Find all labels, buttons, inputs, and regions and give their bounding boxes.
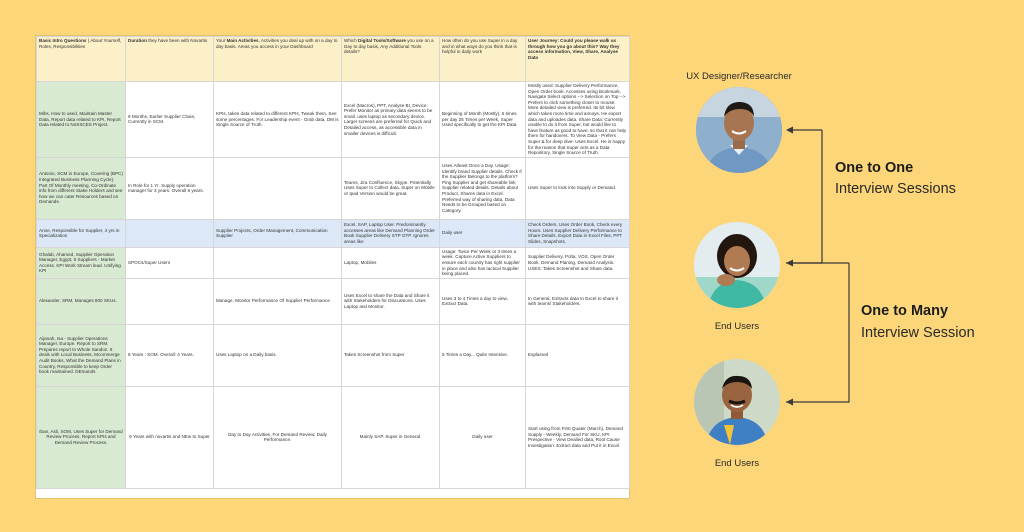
table-cell: Ghalab, Ahamed, Supplier Operation Manager, Egypt, 5 Suppliers - Market Access. KPI Work Stream lead. Unifying KPI [37,247,126,278]
table-cell: Beginning of Month (Mostly), 5 times per day 25 Times per Week, Super Used specifically to get the KPI Data [440,82,526,158]
table-cell: Uses Excel to share the Data and Share it with Stakeholders for Discussions. Uses Laptop and Monitor. [342,278,440,324]
table-cell: Mostly used: Supplier Delivery Performance, Open Order book. Accesses using Bookmark, Navigate Select options --> Selection on Top --> Prefers to click something closer to mouse. More detailed view is preferred. Its bit slow which takes more time and annoys. He export data and uploades data. Share Data: Currently unable to do it from Super, but would like to have feature as good to have, so that it can help them for handovers. To View Data - Prefers Super & for deep dive- Uses Excel. He is happy for the reason that Super acts as a Data Repository, Single Source of Truth. [526,82,630,158]
table-cell: Uses Laptop on a Daily basis. [214,324,342,386]
table-cell: Antonio, SCM in Europe, Covering (BPC) Integrated Business Planning Cycle), Part Of Monthly meeting, Co-Ordinate info from different Stake Holders and see how we can cater Resources based on Demands. [37,157,126,219]
table-cell: Excel, SAP, Laptop User. Predominantly accesses areas like Demand Planning Order Book Supplier Delivery STP OTP. Ignores areas like [342,219,440,247]
arrowhead-icon-2 [786,260,793,267]
one-to-many-subtitle: Interview Session [861,325,975,341]
header-text: Basic Intro Questions [39,38,87,43]
table-cell: 9 Years with novartis and NEw to Super [126,386,214,488]
one-to-many-title: One to Many [861,303,949,319]
arrowhead-icon-1 [786,127,793,134]
table-cell: Uses 3 to 4 Times a day to view, Extract Data. [440,278,526,324]
table-cell: Supplier Projects, Order Management, Communication Supplier [214,219,342,247]
header-text: Which [344,38,359,43]
table-cell: Iban, Asli, SOM, Uses Super for Demand Review Process, Report KPIs and Demand Review Process. [37,386,126,488]
header-text: How often do you use Super in a day and in what ways do you think that is helpful in daily work [442,38,518,55]
table-cell: Anne, Responsible for Supplier, 4 yrs in Specialization [37,219,126,247]
table-cell: Day to Day Activities, For Demand Review. Daily Performance. [214,386,342,488]
table-cell: Teams, Jira Confluence, Skype. Potentially Uses Super to Collect data, Super on Mobile or Ipad Version would be great. [342,157,440,219]
table-cell: Explained [526,324,630,386]
one-to-one-title: One to One [835,160,914,176]
table-cell: Usage: Twice Per Week or 3 times a week. Capture Active Suppliers to ensure each country has right supplier in place and also has tactical Supplier being placed. [440,247,526,278]
table-cell: 6 Years : SOM. Overall: 4 Years. [126,324,214,386]
table-cell: Excel (Macros), PPT, Analyse BI, Device: Prefer Monitor as primary data seems to be small, uses laptop as secondary device. Larger screens are preferred for Quick and Detailed access, as accessible data in smaller devices is difficult. [342,82,440,158]
header-text: Main Activities [226,38,259,43]
table-cell: Mainly SAP. Super in General. [342,386,440,488]
header-text: User Journey: [528,38,559,43]
table-cell: 5 Times a Day... Quite Intensive. [440,324,526,386]
table-cell: 6 Months, Earlier Supplier Chain, Currently in SCM. [126,82,214,158]
end-users-label-1: End Users [714,321,760,332]
table-cell: Manage, Monitor Performance Of Supplier Performance [214,278,342,324]
table-cell: KPIs, takes data related to different KPIs, Tweak them, See some percentages. For Leadership event - Grab data, DM is Single Source of Truth. [214,82,342,158]
table-cell: Uses Atleast Once a Day. Usage: Identify brand Supplier details. Check if the Supplier Belongs to the platform? Ping Supplier and get shareable link Supplier related details. Details about Product, Shares data in Excel. Preferred way of sharing data. Data Needs to be Grouped based on Category. [440,157,526,219]
one-to-many-connector [786,263,849,402]
header-text: you use on a Day to day basis, Any Additional Tools details? [344,38,434,55]
table-cell: Daily user [440,219,526,247]
table-cell: Aijanah, Isa - Supplier Operations Manager, Europe. Report to SRM. Prepares report to Whole Sandoz. It deals with Local Business, Mcommerge Audit Books, What the Demand Plans in Country, Responsible to keep Order book maintained. DEmands [37,324,126,386]
table-cell: In General, Extracts data to Excel to share it with teams/ Stakeholders. [526,278,630,324]
header-text: Duration [128,38,147,43]
table-cell: SPOCs/Super Users [126,247,214,278]
header-text: they have been with Novartis [146,38,208,43]
header-text: Digital Tools/Software [358,38,406,43]
one-to-one-subtitle: Interview Sessions [835,181,956,197]
header-text: , Activities you deal up with on a day to day basis. Areas you access in your Dashboard [216,38,338,49]
header-text: ( About Yourself, Roles, Responsibilities [39,38,122,49]
arrowhead-icon-3 [786,399,793,406]
table-cell: Uses Super to look into Supply or Demand. [526,157,630,219]
end-users-label-2: End Users [714,458,760,469]
table-cell: Check Orders, Uses Order Book, Check every Hours. Uses Supplier Delivery Performance to Share Details, Export Data in Excel Files, PPT Slides, Snapshots. [526,219,630,247]
header-text: Could you please walk us through how you go about this? Way they access information, View, Share, Analyse Data [528,38,620,60]
ux-designer-label: UX Designer/Researcher [686,71,792,82]
header-text: Your [216,38,227,43]
table-cell: Alexander, SRM, Manages 800 SKUs. [37,278,126,324]
table-cell: In Role for 1 Yr. Supply operation manager for 3 years. Overall 5 years. [126,157,214,219]
table-cell: Daily user [440,386,526,488]
table-cell: Laptop, Mobiles [342,247,440,278]
table-cell: Supplier Delivery, Polta, VOS, Open Order Book, Demand Planing, Demand Analysis. USES: Takes Screenshot and Share data. [526,247,630,278]
table-cell: Takes Screenshot from Super [342,324,440,386]
one-to-one-connector [786,130,822,263]
table-cell: Mihs, How to used, Maintain Master Data, Report data related to KPI, Report Data related to NoSSCES Project. [37,82,126,158]
table-cell: Start using from First Quater (March), Demand Supply - Weekly, Demand For SKU, KPI Prespective - View Dealied data, Root Cause Investigation: Extract data and Put it in Excel. [526,386,630,488]
